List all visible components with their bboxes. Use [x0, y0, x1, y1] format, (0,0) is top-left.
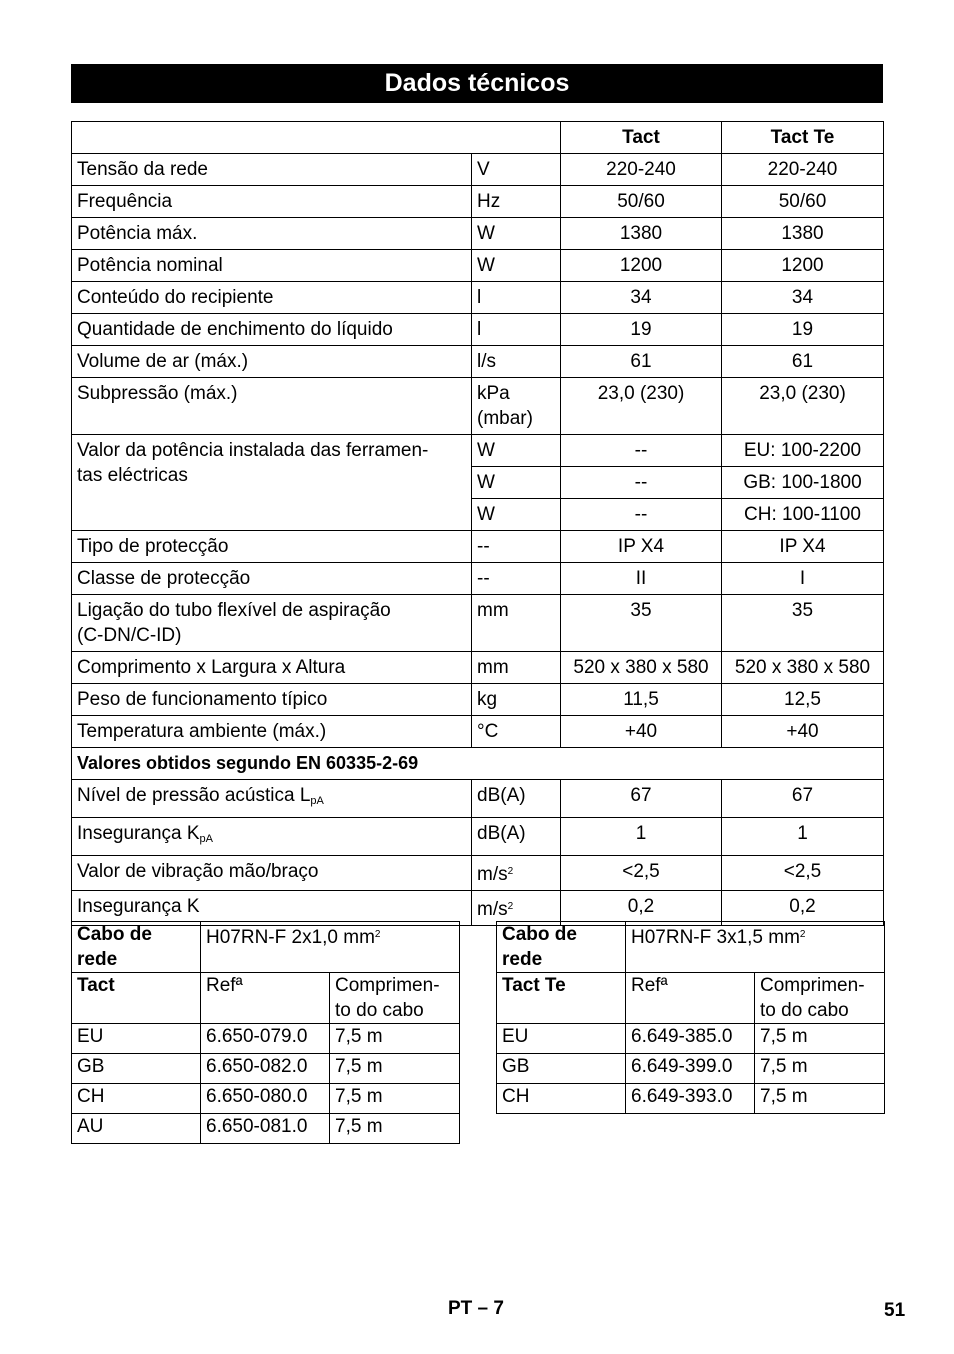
spec-unit: mm — [472, 595, 561, 652]
value-tact-te: 0,2 — [722, 891, 884, 926]
table-row — [72, 346, 884, 378]
spec-unit: V — [472, 154, 561, 186]
value-tact-te: 67 — [722, 780, 884, 818]
cable-length: 7,5 m — [330, 1084, 460, 1114]
cable-label — [72, 922, 201, 973]
value-tact: -- — [561, 467, 722, 499]
cable-columns-row — [497, 973, 885, 1024]
table-row — [72, 1054, 460, 1084]
value-tact: 19 — [561, 314, 722, 346]
spec-label: Tensão da rede — [72, 154, 472, 186]
value-tact: 67 — [561, 780, 722, 818]
table-row — [72, 652, 884, 684]
label-subscript: pA — [310, 795, 324, 807]
section-heading: Valores obtidos segundo EN 60335-2-69 — [72, 748, 884, 780]
cable-region: EU — [72, 1024, 201, 1054]
value-tact-te: 34 — [722, 282, 884, 314]
unit-text: m/s — [477, 864, 508, 885]
spec-label: Classe de protecção — [72, 563, 472, 595]
spec-unit: Hz — [472, 186, 561, 218]
unit-superscript: 2 — [507, 901, 514, 912]
spec-label — [72, 780, 472, 818]
value-tact: 50/60 — [561, 186, 722, 218]
table-row — [72, 1024, 460, 1054]
spec-unit — [472, 780, 561, 818]
label-line: tas eléctricas — [77, 465, 188, 486]
label-line: Ligação do tubo flexível de aspiração — [77, 600, 391, 621]
value-tact-te: 19 — [722, 314, 884, 346]
spec-unit — [472, 378, 561, 435]
value-tact: 1200 — [561, 250, 722, 282]
cable-length: 7,5 m — [330, 1024, 460, 1054]
unit-text: dB(A) — [477, 823, 526, 844]
footer-section-code: PT – 7 — [448, 1298, 504, 1319]
cable-spec-text: H07RN-F 3x1,5 mm — [631, 927, 800, 948]
value-tact-te: 61 — [722, 346, 884, 378]
cable-ref: 6.650-081.0 — [201, 1114, 330, 1144]
label-line: rede — [502, 949, 543, 970]
label-text: Nível de pressão acústica L — [77, 785, 311, 806]
spec-unit: kg — [472, 684, 561, 716]
value-tact-te: 520 x 380 x 580 — [722, 652, 884, 684]
value-tact: 0,2 — [561, 891, 722, 926]
spec-unit: mm — [472, 652, 561, 684]
value-tact-te: EU: 100-2200 — [722, 435, 884, 467]
value-tact-te: GB: 100-1800 — [722, 467, 884, 499]
cable-table-tact-te — [496, 921, 885, 1114]
table-header-row — [72, 122, 884, 154]
unit-line: (mbar) — [477, 408, 533, 429]
header-empty-cell — [72, 122, 561, 154]
unit-line: kPa — [477, 383, 510, 404]
cable-length-header — [755, 973, 885, 1024]
value-tact: II — [561, 563, 722, 595]
spec-label: Quantidade de enchimento do líquido — [72, 314, 472, 346]
value-tact: 11,5 — [561, 684, 722, 716]
label-subscript: pA — [199, 833, 213, 845]
spec-unit: l — [472, 282, 561, 314]
spec-label: Temperatura ambiente (máx.) — [72, 716, 472, 748]
technical-data-table — [71, 121, 884, 926]
cable-ref-header: Refª — [201, 973, 330, 1024]
table-row — [72, 595, 884, 652]
spec-unit: W — [472, 467, 561, 499]
header-tact: Tact — [561, 122, 722, 154]
label-line: Comprimen- — [760, 975, 865, 996]
cable-ref: 6.649-399.0 — [626, 1054, 755, 1084]
spec-unit: W — [472, 435, 561, 467]
spec-label: Peso de funcionamento típico — [72, 684, 472, 716]
value-tact: 34 — [561, 282, 722, 314]
table-row — [72, 716, 884, 748]
cable-region: GB — [72, 1054, 201, 1084]
cable-ref: 6.649-385.0 — [626, 1024, 755, 1054]
spec-label — [72, 435, 472, 531]
value-tact-te: 220-240 — [722, 154, 884, 186]
value-tact-te: I — [722, 563, 884, 595]
value-tact: <2,5 — [561, 856, 722, 891]
cable-ref: 6.650-079.0 — [201, 1024, 330, 1054]
cable-region: AU — [72, 1114, 201, 1144]
value-tact: 1 — [561, 818, 722, 856]
table-row — [72, 563, 884, 595]
table-row — [72, 282, 884, 314]
cable-region: CH — [497, 1084, 626, 1114]
cable-table-tact — [71, 921, 460, 1144]
label-line: Valor da potência instalada das ferramen- — [77, 440, 429, 461]
spec-label: Tipo de protecção — [72, 531, 472, 563]
cable-length: 7,5 m — [755, 1024, 885, 1054]
table-row — [72, 531, 884, 563]
value-tact-te: 1200 — [722, 250, 884, 282]
value-tact-te: 35 — [722, 595, 884, 652]
cable-spec-text: H07RN-F 2x1,0 mm — [206, 927, 375, 948]
table-row — [497, 1024, 885, 1054]
value-tact: 23,0 (230) — [561, 378, 722, 435]
value-tact-te: 23,0 (230) — [722, 378, 884, 435]
spec-unit: -- — [472, 531, 561, 563]
table-row — [72, 1084, 460, 1114]
spec-label: Comprimento x Largura x Altura — [72, 652, 472, 684]
value-tact: 520 x 380 x 580 — [561, 652, 722, 684]
cable-label — [497, 922, 626, 973]
label-line: to do cabo — [760, 1000, 849, 1021]
spec-label — [72, 595, 472, 652]
spec-unit: -- — [472, 563, 561, 595]
cable-model: Tact — [72, 973, 201, 1024]
spec-label: Volume de ar (máx.) — [72, 346, 472, 378]
label-line: Cabo de — [77, 924, 152, 945]
cable-spec — [201, 922, 460, 973]
cable-ref-header: Refª — [626, 973, 755, 1024]
table-row — [72, 780, 884, 818]
spec-label: Potência máx. — [72, 218, 472, 250]
table-row — [72, 250, 884, 282]
cable-length: 7,5 m — [330, 1114, 460, 1144]
cable-ref: 6.650-082.0 — [201, 1054, 330, 1084]
cable-head-row — [72, 922, 460, 973]
spec-unit: W — [472, 250, 561, 282]
cable-region: EU — [497, 1024, 626, 1054]
table-row — [72, 684, 884, 716]
cable-region: GB — [497, 1054, 626, 1084]
spec-unit — [472, 818, 561, 856]
header-tact-te: Tact Te — [722, 122, 884, 154]
cable-columns-row — [72, 973, 460, 1024]
unit-text: dB(A) — [477, 785, 526, 806]
value-tact: 61 — [561, 346, 722, 378]
cable-length: 7,5 m — [755, 1054, 885, 1084]
cable-head-row — [497, 922, 885, 973]
table-row — [497, 1084, 885, 1114]
cable-ref: 6.649-393.0 — [626, 1084, 755, 1114]
value-tact-te: 1380 — [722, 218, 884, 250]
label-line: rede — [77, 949, 118, 970]
cable-spec-superscript: 2 — [799, 929, 806, 940]
value-tact: 220-240 — [561, 154, 722, 186]
value-tact: IP X4 — [561, 531, 722, 563]
footer-page-number: 51 — [884, 1300, 906, 1321]
label-line: Cabo de — [502, 924, 577, 945]
spec-label: Frequência — [72, 186, 472, 218]
value-tact-te: +40 — [722, 716, 884, 748]
value-tact-te: 1 — [722, 818, 884, 856]
cable-model: Tact Te — [497, 973, 626, 1024]
table-row — [72, 1114, 460, 1144]
spec-unit — [472, 856, 561, 891]
table-row — [72, 435, 884, 467]
value-tact: -- — [561, 435, 722, 467]
table-row — [72, 856, 884, 891]
page-title: Dados técnicos — [71, 64, 883, 103]
cable-length: 7,5 m — [755, 1084, 885, 1114]
label-text: Insegurança K — [77, 823, 200, 844]
value-tact-te: CH: 100-1100 — [722, 499, 884, 531]
label-line: to do cabo — [335, 1000, 424, 1021]
spec-label: Subpressão (máx.) — [72, 378, 472, 435]
cable-region: CH — [72, 1084, 201, 1114]
section-row — [72, 748, 884, 780]
table-row — [72, 186, 884, 218]
table-row — [72, 378, 884, 435]
unit-superscript: 2 — [507, 866, 514, 877]
spec-unit: W — [472, 218, 561, 250]
value-tact-te: 50/60 — [722, 186, 884, 218]
cable-length-header — [330, 973, 460, 1024]
label-line: Comprimen- — [335, 975, 440, 996]
spec-unit: l — [472, 314, 561, 346]
spec-label: Potência nominal — [72, 250, 472, 282]
table-row — [72, 314, 884, 346]
table-row — [72, 154, 884, 186]
value-tact-te: IP X4 — [722, 531, 884, 563]
value-tact-te: 12,5 — [722, 684, 884, 716]
table-row — [497, 1054, 885, 1084]
table-row — [72, 818, 884, 856]
spec-label: Conteúdo do recipiente — [72, 282, 472, 314]
label-line: (C-DN/C-ID) — [77, 625, 182, 646]
value-tact: +40 — [561, 716, 722, 748]
cable-length: 7,5 m — [330, 1054, 460, 1084]
value-tact: 35 — [561, 595, 722, 652]
cable-spec — [626, 922, 885, 973]
cable-ref: 6.650-080.0 — [201, 1084, 330, 1114]
table-row — [72, 218, 884, 250]
value-tact: 1380 — [561, 218, 722, 250]
spec-unit: l/s — [472, 346, 561, 378]
spec-label — [72, 856, 472, 891]
label-text: Valor de vibração mão/braço — [77, 861, 319, 882]
spec-unit: °C — [472, 716, 561, 748]
value-tact-te: <2,5 — [722, 856, 884, 891]
unit-text: m/s — [477, 899, 508, 920]
spec-label — [72, 818, 472, 856]
spec-unit: W — [472, 499, 561, 531]
label-text: Insegurança K — [77, 896, 200, 917]
cable-spec-superscript: 2 — [374, 929, 381, 940]
value-tact: -- — [561, 499, 722, 531]
